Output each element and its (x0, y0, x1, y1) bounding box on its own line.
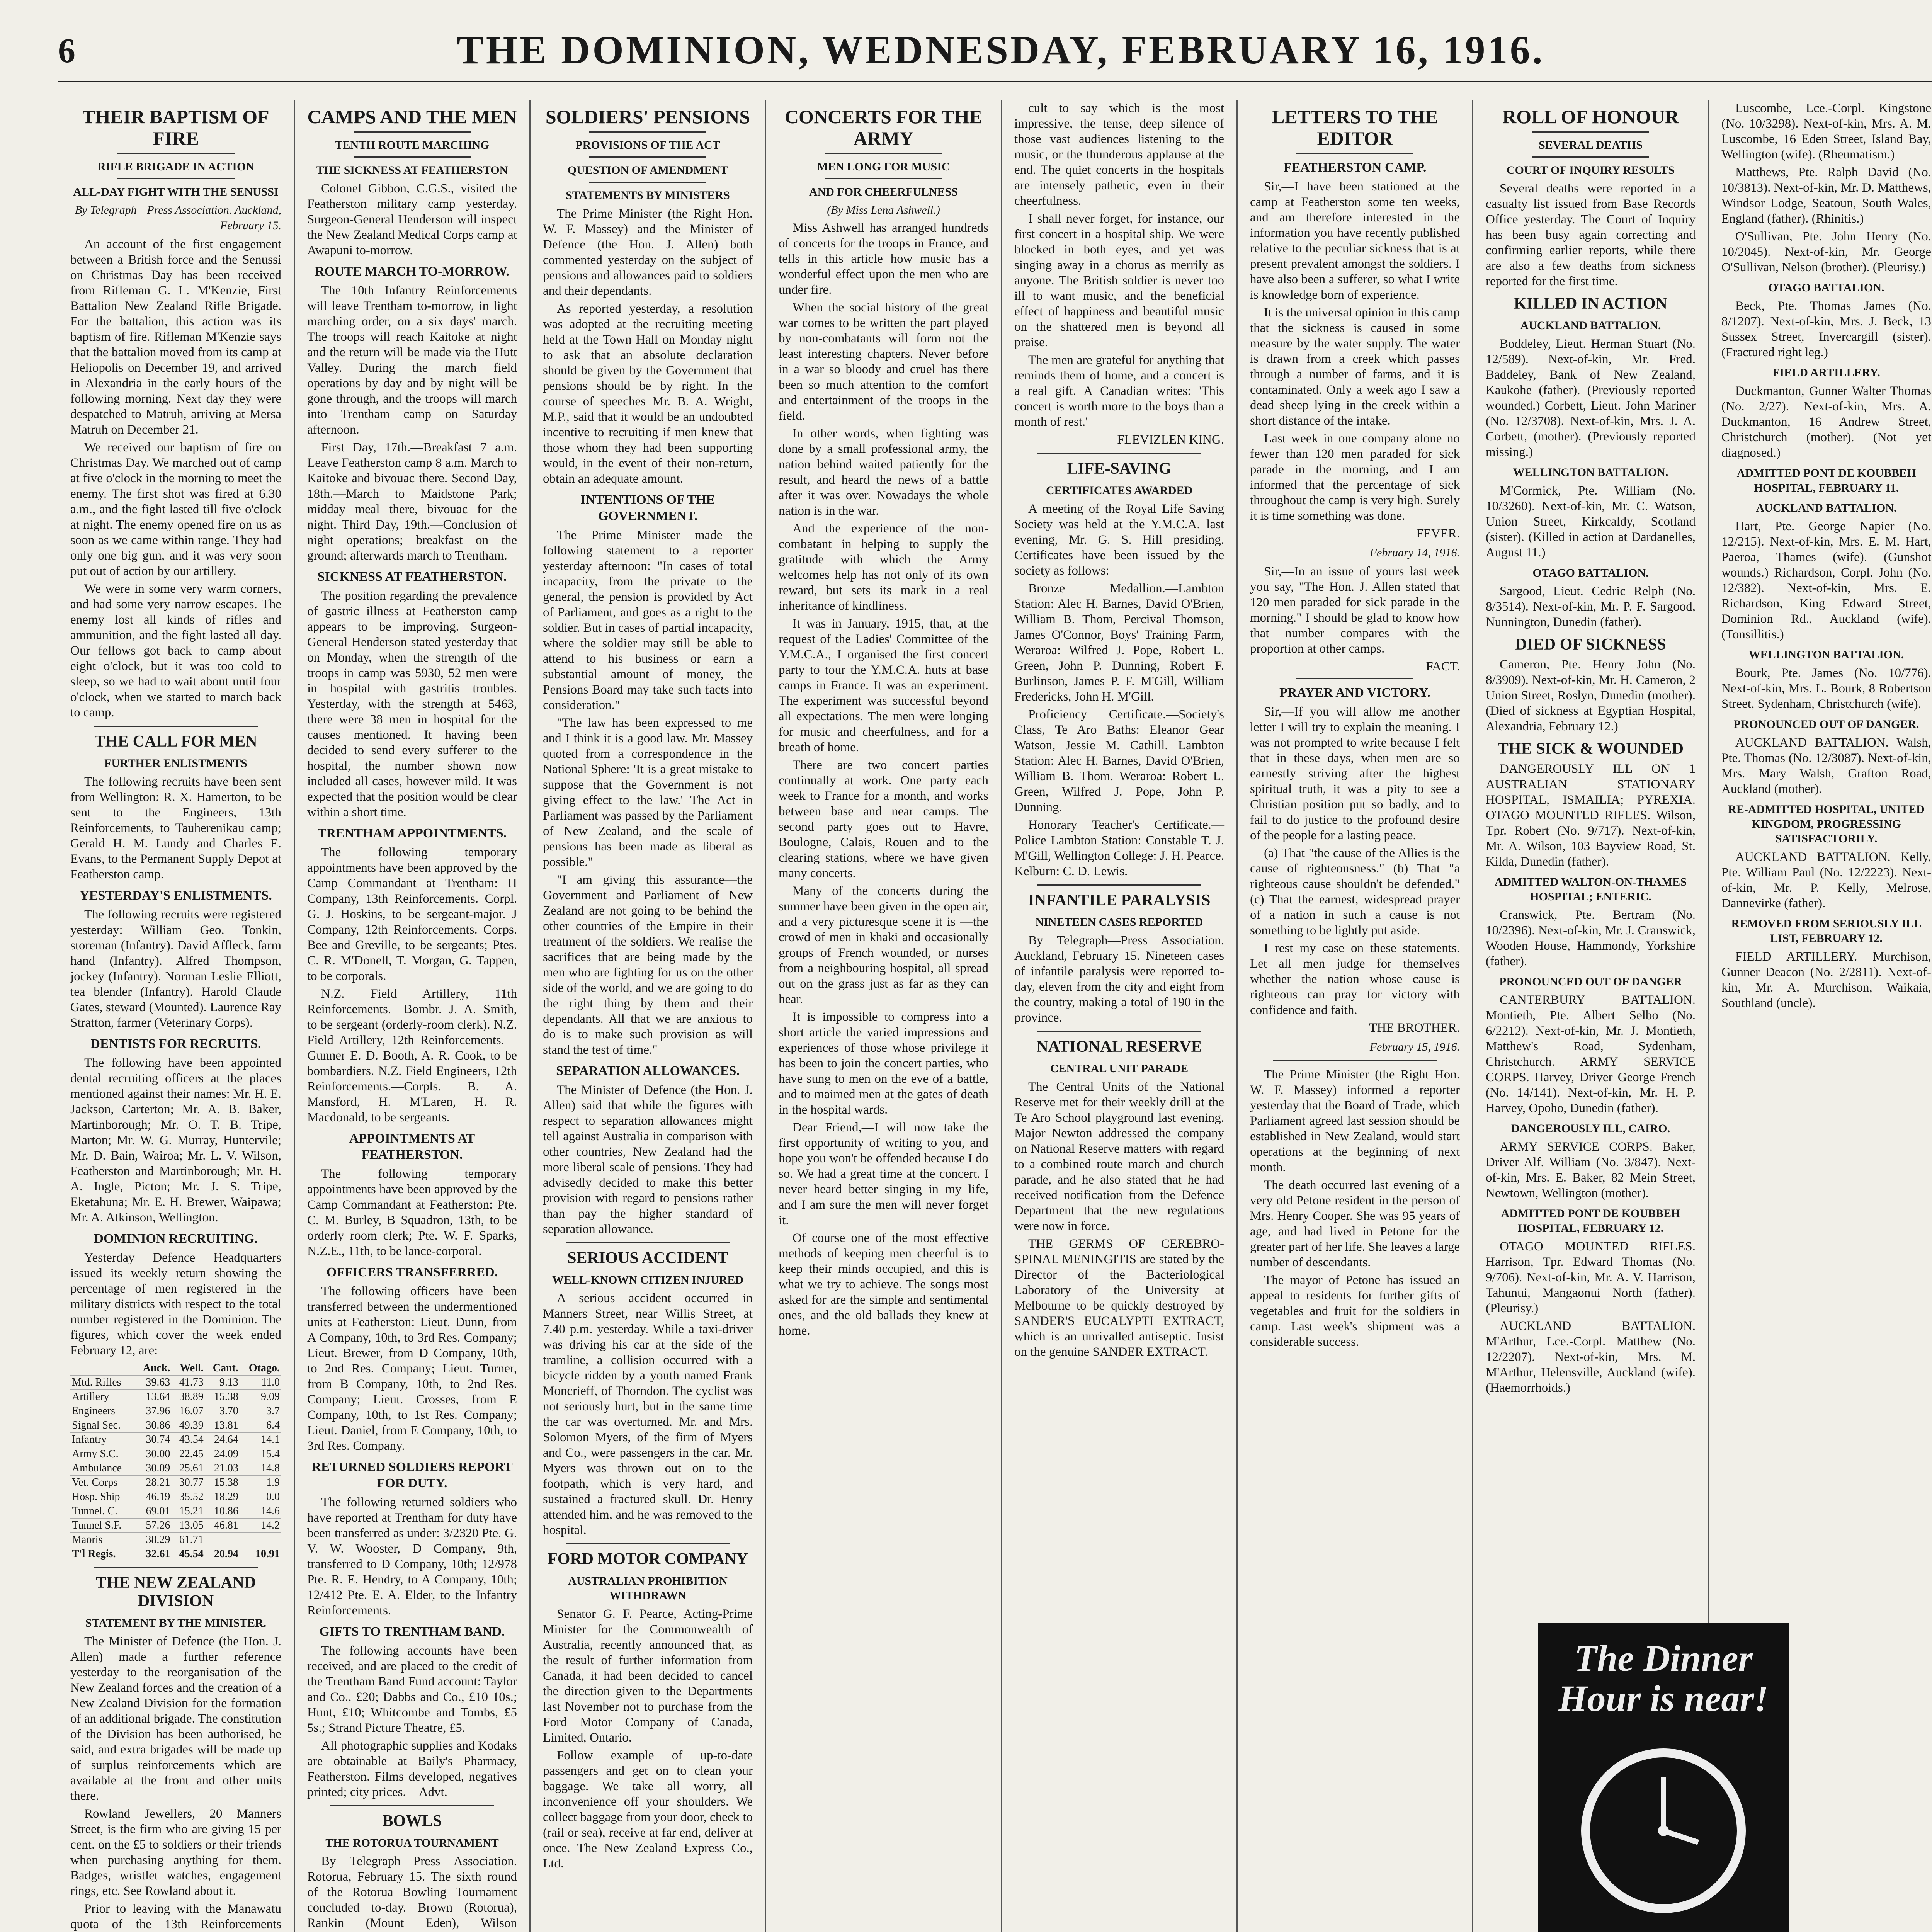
headline-letters-to-editor: LETTERS TO THE EDITOR (1272, 106, 1438, 149)
table-header: Otago. (240, 1361, 281, 1376)
casualty-entry: Sargood, Lieut. Cedric Relph (No. 8/3514). Next-of-kin, Mr. P. F. Sargood, Nunnington, Dunedin (father). (1486, 584, 1696, 629)
table-cell: 3.70 (205, 1404, 240, 1418)
headline-roll-of-honour: ROLL OF HONOUR (1502, 106, 1679, 128)
divider (1532, 156, 1649, 158)
article-paragraph: I shall never forget, for instance, our first concert in a hospital ship. We were blocked in both eyes, and yet was singing away in a chorus as merrily as anyone. The British soldier is never too ill to want music, and the beneficial effect of happiness and beautiful music on the shattered men is beyond all praise. (1014, 212, 1224, 349)
article-paragraph: "I am giving this assurance—the Government and Parliament of New Zealand are not going to be behind the other countries of the Empire in their treatment of the soldiers. We realise the sacrifices that are being made by the men who are fighting for us on the other side of the world, and we are going to do the right thing by them and their dependants. All that we are anxious to do is to make such provision as will stand the test of time." (543, 873, 753, 1057)
divider (354, 131, 471, 133)
headline-infantile-paralysis: INFANTILE PARALYSIS (1028, 891, 1211, 909)
headline-ford-motor: FORD MOTOR COMPANY (548, 1550, 748, 1568)
casualty-entry: AUCKLAND BATTALION. Kelly, Pte. William Paul (No. 12/2223). Next-of-kin, Mr. P. Kelly, Melrose, Dannevirke (father). (1721, 850, 1931, 910)
recruiting-table (70, 1361, 281, 1561)
article-paragraph: An account of the first engagement between a British force and the Senussi on Christmas Day has been received from Rifleman G. L. M'Kenzie, First Battalion New Zealand Rifle Brigade. For the battalion, this action was its baptism of fire. Rifleman M'Kenzie says that the battalion moved from its camp at Heliopolis on December 19, and arrived in Alexandria in the early hours of the following morning. Next day they were despatched to Matruh, arriving at Mersa Matruh on December 21. (70, 237, 281, 437)
table-cell: 0.0 (240, 1490, 281, 1504)
unit-heading: PRONOUNCED OUT OF DANGER (1499, 975, 1682, 988)
article-paragraph: It was in January, 1915, that, at the request of the Ladies' Committee of the Y.M.C.A., I organised the first concert party to tour the Y.M.C.A. huts at base camps in France. It was an experiment. The experiment was successful beyond all expectations. The men were longing for music and cheerfulness, and for a breath of home. (779, 617, 988, 754)
article-paragraph: We were in some very warm corners, and had some very narrow escapes. The enemy lost all kinds of rifles and ammunition, and the fight lasted all day. Our fellows got back to camp about eight o'clock, but it was too cold to sleep, so we had to wait about until four o'clock, when we started to march back to camp. (70, 582, 281, 719)
article-paragraph: The mayor of Petone has issued an appeal to residents for further gifts of vegetables and fruit for the soldiers in camp. Last week's shipment was a considerable success. (1250, 1273, 1460, 1349)
article-paragraph: Proficiency Certificate.—Society's Class, Te Aro Baths: Eleanor Gear Watson, Jessie M. Cathill. Lambton Station: Alec H. Barnes, David O'Brien, William B. Thom. Weraroa: Robert L. Green, Wilfred J. Pope, John P. Dunning. (1014, 707, 1224, 814)
section-heading: TRENTHAM APPOINTMENTS. (317, 826, 507, 840)
table-cell: 11.0 (240, 1376, 281, 1390)
article-paragraph: Sir,—I have been stationed at the camp at Featherston some ten weeks, and am therefore interested in the information you have recently published relative to the peculiar sickness that is at present prevalent amongst the soldiers. I have also been a sufferer, so what I write is knowledge born of experience. (1250, 180, 1460, 302)
table-cell: 49.39 (172, 1418, 205, 1433)
article-paragraph: Prior to leaving with the Manawatu quota of the 13th Reinforcements (70, 1902, 281, 1931)
article-paragraph: The Minister of Defence (the Hon. J. Allen) made a further reference yesterday to the reorganisation of the New Zealand forces and the creation of a New Zealand Division for the formation of an additional brigade. The constitution of the Division has been authorised, he said, and extra brigades will be made up of surplus reinforcements which are available at the front and other units there. (70, 1634, 281, 1803)
table-cell (240, 1533, 281, 1547)
table-cell: 18.29 (205, 1490, 240, 1504)
casualty-entry: Beck, Pte. Thomas James (No. 8/1207). Next-of-kin, Mrs. J. Beck, 13 Sussex Street, Invercargill (sister). (Fractured right leg.) (1721, 299, 1931, 359)
article-paragraph: The following accounts have been received, and are placed to the credit of the Trentham Band Fund account: Taylor and Co., £20; Dabbs and Co., £10 10s.; Hunt, £10; Whitcombe and Tombs, £5 5s.; Strand Picture Theatre, £5. (307, 1644, 517, 1735)
unit-heading: ADMITTED WALTON-ON-THAMES HOSPITAL; ENTERIC. (1494, 876, 1687, 903)
table-cell: 41.73 (172, 1376, 205, 1390)
article-paragraph: Follow example of up-to-date passengers and get on to clean your baggage. We take all worry, all inconvenience off your shoulders. We collect baggage from your door, check to (rail or sea), receive at far end, deliver at once. The New Zealand Express Co., Ltd. (543, 1748, 753, 1871)
page-number: 6 (58, 32, 75, 70)
table-header-row (70, 1361, 281, 1376)
article-paragraph: The following temporary appointments have been approved by the Camp Commandant at Trentham: H Company, 13th Reinforcements. Corpl. G. J. Hoskins, to be sergeant-major. J Company, 12th Reinforcements. Corps. Bee and Greville, to be sergeants; Ptes. C. R. M'Donell, T. Morgan, G. Tappen, to be corporals. (307, 845, 517, 983)
table-cell: 45.54 (172, 1547, 205, 1561)
table-cell: Tunnel S.F. (70, 1519, 135, 1533)
table-header: Auck. (135, 1361, 172, 1376)
subhead: FURTHER ENLISTMENTS (104, 757, 247, 770)
article-paragraph: The following recruits have been sent from Wellington: R. X. Hamerton, to be sent to the Engineers, 13th Reinforcements, to Tauherenikau camp; Gerald H. M. Lundy and Charles E. Evans, to the Permanent Supply Depot at Featherston camp. (70, 775, 281, 881)
table-cell: 9.09 (240, 1390, 281, 1404)
subhead: QUESTION OF AMENDMENT (567, 164, 728, 177)
table-cell: 24.64 (205, 1433, 240, 1447)
article-paragraph: Miss Ashwell has arranged hundreds of concerts for the troops in France, and tells in this article how music has a wonderful effect upon the men who are under fire. (779, 221, 988, 297)
table-cell: 43.54 (172, 1433, 205, 1447)
headline-bowls: BOWLS (382, 1812, 442, 1830)
unit-heading: PRONOUNCED OUT OF DANGER. (1733, 718, 1919, 731)
table-cell: 6.4 (240, 1418, 281, 1433)
table-row (70, 1476, 281, 1490)
article-paragraph: The following returned soldiers who have reported at Trentham for duty have been transferred as under: 3/2320 Pte. G. V. W. Wooster, D Company, 9th, transferred to D Company, 10th; 12/978 Pte. R. E. Hendry, to A Company, 10th; 12/412 Pte. E. A. Elder, to the Infantry Reinforcements. (307, 1495, 517, 1617)
divider (566, 1242, 730, 1243)
column-6 (1236, 100, 1472, 1932)
table-cell: 30.00 (135, 1447, 172, 1461)
section-heading: DENTISTS FOR RECRUITS. (90, 1037, 261, 1051)
article-paragraph: The position regarding the prevalence of gastric illness at Featherston camp appears to be improving. Surgeon-General Henderson stated yesterday that on Monday, when the strength of the troops in camp was 5930, 52 men were in hospital with gastritis troubles. Yesterday, with the strength at 5463, there were 38 men in hospital for the causes mentioned. It having been decided to send every sufferer to the hospital, the number shown now included all cases, however mild. It was expected that the position would be clear within a short time. (307, 589, 517, 819)
casualty-entry: Luscombe, Lce.-Corpl. Kingstone (No. 10/3298). Next-of-kin, Mrs. A. M. Luscombe, 16 Eden Street, Island Bay, Wellington (wife). (Rheumatism.) (1721, 101, 1931, 162)
table-cell: Infantry (70, 1433, 135, 1447)
article-paragraph: And the experience of the non-combatant in helping to supply the gratitude with which the Army welcomes help has not only of its own reward, but sets its mark in a real inheritance of kindliness. (779, 522, 988, 613)
table-cell: 30.77 (172, 1476, 205, 1490)
divider (117, 178, 235, 179)
section-heading: YESTERDAY'S ENLISTMENTS. (80, 888, 272, 903)
table-row (70, 1533, 281, 1547)
table-cell: 61.71 (172, 1533, 205, 1547)
table-row (70, 1504, 281, 1519)
subhead: THE ROTORUA TOURNAMENT (325, 1837, 499, 1849)
divider (1037, 453, 1201, 454)
table-cell: 3.7 (240, 1404, 281, 1418)
table-row (70, 1490, 281, 1504)
section-heading: APPOINTMENTS AT FEATHERSTON. (349, 1131, 475, 1162)
subhead: PROVISIONS OF THE ACT (575, 139, 720, 151)
divider (330, 1805, 494, 1806)
table-cell: 25.61 (172, 1461, 205, 1476)
table-cell: 13.81 (205, 1418, 240, 1433)
subhead: STATEMENT BY THE MINISTER. (85, 1617, 267, 1629)
article-paragraph: Dear Friend,—I will now take the first opportunity of writing to you, and hope you won't be offended because I do so. We had a great time at the concert. I never heard better singing in my life, and I am sure the men will never forget it. (779, 1121, 988, 1227)
table-row (70, 1461, 281, 1476)
divider (589, 131, 706, 133)
subhead: TENTH ROUTE MARCHING (335, 139, 490, 151)
section-heading: OFFICERS TRANSFERRED. (326, 1265, 498, 1279)
table-cell: 16.07 (172, 1404, 205, 1418)
table-cell: 10.86 (205, 1504, 240, 1519)
article-paragraph: Sir,—If you will allow me another letter I will try to explain the meaning. I was not prompted to write because I felt that in these days, when men are so earnestly striving after the highest spiritual truth, it was a pity to see a Christian position put so badly, and to fail to do justice to the profound desire of the people for a lasting peace. (1250, 705, 1460, 842)
article-paragraph: We received our baptism of fire on Christmas Day. We marched out of camp at five o'clock in the morning to meet the enemy. The first shot was fired at 6.30 a.m., and the fight lasted till five o'clock at night. The enemy opened fire on us as soon as we came within range. They had only one big gun, and it was very soon put out of action by our artillery. (70, 440, 281, 578)
unit-heading: AUCKLAND BATTALION. (1756, 502, 1897, 514)
table-row (70, 1447, 281, 1461)
casualty-entry: Bourk, Pte. James (No. 10/776). Next-of-kin, Mrs. L. Bourk, 8 Robertson Street, Sydenham, Christchurch (wife). (1721, 666, 1931, 711)
divider (1296, 153, 1413, 154)
article-paragraph: Several deaths were reported in a casualty list issued from Base Records Office yesterday. The Court of Inquiry has been busy again correcting and confirming earlier reports, while there are also a few deaths from sickness reported for the first time. (1486, 182, 1696, 288)
subhead: AND FOR CHEERFULNESS (809, 185, 958, 198)
table-cell: 1.9 (240, 1476, 281, 1490)
section-heading: THE SICK & WOUNDED (1497, 740, 1684, 758)
table-cell: 14.8 (240, 1461, 281, 1476)
signature: THE BROTHER. (1369, 1021, 1460, 1035)
casualty-entry: AUCKLAND BATTALION. Walsh, Pte. Thomas (No. 12/3087). Next-of-kin, Mrs. Mary Walsh, Grafton Road, Auckland (mother). (1721, 736, 1931, 796)
article-paragraph: It is the universal opinion in this camp that the sickness is caused in some measure by the water supply. The water is drawn from a creek which passes through a number of farms, and it is contaminated. Only a week ago I saw a dead sheep lying in the creek within a short distance of the intake. (1250, 306, 1460, 428)
table-header: Well. (172, 1361, 205, 1376)
column-1 (58, 100, 294, 1932)
article-paragraph: Honorary Teacher's Certificate.—Police Lambton Station: Constable T. J. M'Gill, Wellington College: J. H. Pearce. Kelburn: C. D. Lewis. (1014, 818, 1224, 878)
article-paragraph: Many of the concerts during the summer have been given in the open air, and a very picturesque scene it is —the crowd of men in khaki and occasionally groups of French wounded, or nurses from a neighbouring hospital, all spread out on the grass just as far as they can hear. (779, 884, 988, 1006)
headline-serious-accident: SERIOUS ACCIDENT (567, 1249, 728, 1267)
table-cell: Engineers (70, 1404, 135, 1418)
dinner-hour-advert (1538, 1623, 1789, 1932)
article-paragraph: By Telegraph—Press Association. Rotorua, February 15. The sixth round of the Rotorua Bowling Tournament concluded to-day. Brown (Rotorua), Rankin (Mount Eden), Wilson (307, 1854, 517, 1930)
table-cell: 39.63 (135, 1376, 172, 1390)
section-heading: PRAYER AND VICTORY. (1279, 685, 1430, 700)
section-heading: GIFTS TO TRENTHAM BAND. (319, 1624, 505, 1639)
column-3 (529, 100, 765, 1932)
table-cell: Signal Sec. (70, 1418, 135, 1433)
unit-heading: REMOVED FROM SERIOUSLY ILL LIST, FEBRUARY 12. (1731, 917, 1922, 945)
table-cell: 30.86 (135, 1418, 172, 1433)
divider (589, 182, 706, 183)
headline-camps-and-men: CAMPS AND THE MEN (307, 106, 517, 128)
table-cell: 28.21 (135, 1476, 172, 1490)
headline-life-saving: LIFE-SAVING (1067, 460, 1172, 478)
table-cell: 15.38 (205, 1476, 240, 1490)
table-cell: 37.96 (135, 1404, 172, 1418)
article-paragraph: It is impossible to compress into a short article the varied impressions and experiences of those whose privilege it has been to join the concert parties, who have sung to men on the eve of a battle, and to maimed men at the gates of death in the hospital wards. (779, 1010, 988, 1117)
table-cell: 46.19 (135, 1490, 172, 1504)
divider (825, 178, 942, 179)
table-cell: Mtd. Rifles (70, 1376, 135, 1390)
author-byline: (By Miss Lena Ashwell.) (827, 204, 940, 216)
table-cell: 24.09 (205, 1447, 240, 1461)
byline: By Telegraph—Press Association. Auckland, February 15. (75, 204, 281, 232)
casualty-entry: CANTERBURY BATTALION. Montieth, Pte. Albert Selbo (No. 6/2212). Next-of-kin, Mr. J. Montieth, Matthew's Road, Sydenham, Christchurch. ARMY SERVICE CORPS. Harvey, Driver George French (No. 14/141). Next-of-kin, Mr. H. P. Harvey, Opoho, Dunedin (father). (1486, 993, 1696, 1115)
table-cell: 13.05 (172, 1519, 205, 1533)
article-paragraph: As reported yesterday, a resolution was adopted at the recruiting meeting held at the Town Hall on Monday night to ask that an absolute declaration should be given by the Government that pensions should be by right. In the course of speeches Mr. B. A. Wright, M.P., said that it would be an undoubted incentive to recruiting if men knew that those whom they had been supporting would, in the event of their non-return, obtain an adequate amount. (543, 302, 753, 486)
casualty-entry: M'Cormick, Pte. William (No. 10/3260). Next-of-kin, Mr. C. Watson, Union Street, Kirkcaldy, Scotland (sister). (Killed in action at Dardanelles, August 11.) (1486, 484, 1696, 560)
table-cell: Ambulance (70, 1461, 135, 1476)
table-cell: Tunnel. C. (70, 1504, 135, 1519)
subhead: SEVERAL DEATHS (1539, 139, 1643, 151)
article-paragraph: Of course one of the most effective methods of keeping men cheerful is to keep their minds occupied, and this is what we try to achieve. The songs most asked for are the simple and sentimental ones, and the old ballads they knew at home. (779, 1231, 988, 1338)
article-paragraph: cult to say which is the most impressive, the tense, deep silence of those vast audiences listening to the music, or the thunderous applause at the end. The quiet concerts in the hospitals are intensely pathetic, even in their cheerfulness. (1014, 101, 1224, 208)
section-heading: DOMINION RECRUITING. (94, 1231, 258, 1246)
casualty-entry: ARMY SERVICE CORPS. Baker, Driver Alf. William (No. 3/847). Next-of-kin, Mrs. E. Baker, 82 Mein Street, Newtown, Wellington (mother). (1486, 1140, 1696, 1200)
unit-heading: WELLINGTON BATTALION. (1513, 466, 1668, 479)
article-paragraph: Sir,—In an issue of yours last week you say, "The Hon. J. Allen stated that 120 men paraded for sick parade in the morning." I should be glad to know how that number compares with the proportion at other camps. (1250, 565, 1460, 656)
table-cell: Maoris (70, 1533, 135, 1547)
article-paragraph: The death occurred last evening of a very old Petone resident in the person of Mrs. Henry Cooper. She was 95 years of age, and had lived in Petone for the greater part of her life. She leaves a large number of descendants. (1250, 1178, 1460, 1269)
article-paragraph: N.Z. Field Artillery, 11th Reinforcements.—Bombr. J. A. Smith, to be sergeant (orderly-room clerk). N.Z. Field Artillery, 12th Reinforcements.—Gunner E. D. Booth, A. R. Cook, to be bombardiers. N.Z. Field Engineers, 12th Reinforcements.—Corpls. B. A. Mansford, H. M'Laren, H. R. Macdonald, to be sergeants. (307, 987, 517, 1124)
article-paragraph: In other words, when fighting was done by a small professional army, the nation behind waited patiently for the result, and heard the news of a battle after it was over. Nowadays the whole nation is in the war. (779, 427, 988, 518)
table-cell: 30.09 (135, 1461, 172, 1476)
article-paragraph: (a) That "the cause of the Allies is the cause of righteousness." (b) That "a righteous cause shouldn't be defended." (c) That the earnest, widespread prayer of a nation in such a cause is not something to be lightly put aside. (1250, 846, 1460, 937)
section-heading: INTENTIONS OF THE GOVERNMENT. (580, 493, 715, 523)
article-paragraph: First Day, 17th.—Breakfast 7 a.m. Leave Featherston camp 8 a.m. March to Kaitoke and bivouac there. Second Day, 18th.—March to Maidstone Park; midday meal there, bivouac for the night. Third Day, 19th.—Conclusion of night operations; breakfast on the ground; afterwards march to Trentham. (307, 440, 517, 563)
divider (1532, 131, 1649, 133)
subhead: COURT OF INQUIRY RESULTS (1507, 164, 1675, 177)
table-cell: 13.64 (135, 1390, 172, 1404)
letter-date: February 14, 1916. (1369, 546, 1460, 559)
article-paragraph: The 10th Infantry Reinforcements will leave Trentham to-morrow, in light marching order, on a six days' march. The troops will reach Kaitoke at night and the return will be made via the Hutt Valley. During the march field operations by day and by night will be gone through, and the troops will march into Trentham camp on Saturday afternoon. (307, 284, 517, 437)
table-cell: Vet. Corps (70, 1476, 135, 1490)
unit-heading: OTAGO BATTALION. (1768, 281, 1884, 294)
table-row (70, 1390, 281, 1404)
table-cell (205, 1533, 240, 1547)
unit-heading: OTAGO BATTALION. (1532, 566, 1649, 579)
table-cell: 22.45 (172, 1447, 205, 1461)
newspaper-title: THE DOMINION, WEDNESDAY, FEBRUARY 16, 1916. (457, 28, 1545, 72)
divider (94, 726, 258, 727)
divider (1037, 884, 1201, 886)
table-cell: 10.91 (240, 1547, 281, 1561)
table-cell: 32.61 (135, 1547, 172, 1561)
casualty-entry: OTAGO MOUNTED RIFLES. Harrison, Tpr. Edward Thomas (No. 9/706). Next-of-kin, Mr. A. V. Harrison, Tahunui, Mangaonui North (father). (Pleurisy.) (1486, 1240, 1696, 1315)
unit-heading: RE-ADMITTED HOSPITAL, UNITED KINGDOM, PROGRESSING SATISFACTORILY. (1728, 803, 1925, 845)
subhead: CERTIFICATES AWARDED (1046, 484, 1193, 497)
table-row (70, 1404, 281, 1418)
table-cell: 35.52 (172, 1490, 205, 1504)
headline-concerts-for-army: CONCERTS FOR THE ARMY (784, 106, 983, 149)
table-cell: Artillery (70, 1390, 135, 1404)
table-row (70, 1433, 281, 1447)
headline-soldiers-pensions: SOLDIERS' PENSIONS (545, 106, 750, 128)
casualty-entry: Cranswick, Pte. Bertram (No. 10/2396). Next-of-kin, Mr. J. Cranswick, Wooden House, Hammondy, Yorkshire (father). (1486, 908, 1696, 968)
article-paragraph: The Minister of Defence (the Hon. J. Allen) said that while the figures with respect to separation allowances might tell against Australia in comparison with other countries, New Zealand had the more liberal scale of pensions. They had advisedly decided to make this better provision with regard to pensions rather than pay the higher standard of separation allowance. (543, 1083, 753, 1236)
divider (1273, 1060, 1437, 1061)
subhead: NINETEEN CASES REPORTED (1035, 916, 1203, 929)
article-paragraph: When the social history of the great war comes to be written the part played by non-combatants will form not the least interesting chapters. Never before in a war so bloody and cruel has there been so much attention to the comfort and entertainment of the troops in the field. (779, 301, 988, 423)
clock-icon (1575, 1742, 1752, 1920)
article-paragraph: The Prime Minister made the following statement to a reporter yesterday afternoon: "In cases of total incapacity, from the private to the general, the pension is provided by Act of Parliament, and goes as a right to the soldier. But in cases of partial incapacity, where the soldier may still be able to attend to his business or earn a substantial amount of money, the Pensions Board may take such facts into consideration." (543, 528, 753, 712)
article-paragraph: Bronze Medallion.—Lambton Station: Alec H. Barnes, David O'Brien, William B. Thom, Percival Thomson, James O'Connor, Boys' Training Farm, Weraroa: Wilfred J. Pope, Robert L. Green, John P. Dunning, Robert F. Burlinson, James P. F. M'Gill, William Fredericks, John H. M'Gill. (1014, 582, 1224, 704)
subhead: RIFLE BRIGADE IN ACTION (97, 160, 254, 173)
table-cell: 15.4 (240, 1447, 281, 1461)
article-paragraph: Senator G. F. Pearce, Acting-Prime Minister for the Commonwealth of Australia, recently announced that, as the result of further information from Canada, it had been decided to cancel the direction given to the Departments last November not to purchase from the Ford Motor Company of Canada, Limited, Ontario. (543, 1607, 753, 1745)
divider (117, 153, 235, 154)
article-paragraph: The men are grateful for anything that reminds them of home, and a concert is a real gift. A Canadian writes: 'This concert is worth more to the boys than a month of rest.' (1014, 353, 1224, 429)
subhead: ALL-DAY FIGHT WITH THE SENUSSI (73, 185, 279, 198)
article-paragraph: The following have been appointed dental recruiting officers at the places mentioned against their names: Mr. H. E. Jackson, Carterton; Mr. A. B. Baker, Martinborough; Mr. O. T. B. Tripe, Marton; Mr. W. G. Murray, Huntervile; Mr. D. Bain, Wairoa; Mr. L. V. Wilson, Featherston and Martinborough; Mr. H. A. Ingle, Picton; Mr. J. S. Tripe, Eketahuna; Mr. E. H. Brewer, Waipawa; Mr. A. Atkinson, Wellington. (70, 1056, 281, 1225)
article-paragraph: The following officers have been transferred between the undermentioned units at Featherston: Lieut. Dunn, from A Company, 10th, to 3rd Res. Company; Lieut. Brewer, from D Company, 10th, to 2nd Res. Company; Lieut. Turner, from B Company, 10th, to 2nd Res. Company; Lieut. Crosses, from E Company, 10th, to 1st Res. Company; Lieut. Daniel, from E Company, 10th, to 3rd Res. Company. (307, 1284, 517, 1453)
column-5 (1001, 100, 1236, 1932)
article-paragraph: The Prime Minister (the Right Hon. W. F. Massey) and the Minister of Defence (the Hon. J. Allen) both commented yesterday on the subject of pensions and allowances paid to soldiers and their dependants. (543, 207, 753, 298)
section-heading: FEATHERSTON CAMP. (1283, 160, 1427, 175)
subhead: MEN LONG FOR MUSIC (817, 160, 950, 173)
article-paragraph: Yesterday Defence Headquarters issued its weekly return showing the percentage of men registered in the military districts with respect to the total number registered in the Dominion. The figures, which cover the week ended February 12, are: (70, 1251, 281, 1357)
casualty-entry: DANGEROUSLY ILL ON 1 AUSTRALIAN STATIONARY HOSPITAL, ISMAILIA; PYREXIA. OTAGO MOUNTED RIFLES. Wilson, Tpr. Robert (No. 9/717). Next-of-kin, Mr. A. Wilson, 103 Bayview Road, St. Kilda, Dunedin (father). (1486, 762, 1696, 869)
advert-headline: The Dinner Hour is near! (1558, 1638, 1769, 1719)
article-paragraph: The following recruits were registered yesterday: William Geo. Tonkin, storeman (Infantry). David Affleck, farm hand (Infantry). Alfred Thompson, jockey (Infantry). Norman Leslie Elliott, tea blender (Infantry). Harold Claude Gates, steward (Mounted). Laurence Ray Stratton, farmer (Veterinary Corps). (70, 908, 281, 1030)
divider (1037, 1031, 1201, 1032)
article-paragraph: The Prime Minister (the Right Hon. W. F. Massey) informed a reporter yesterday that the Board of Trade, which Parliament agreed last session should be established in New Zealand, would start operations at the beginning of next month. (1250, 1068, 1460, 1174)
signature: FACT. (1426, 660, 1460, 673)
table-body (70, 1376, 281, 1561)
masthead (58, 23, 1932, 83)
section-heading: RETURNED SOLDIERS REPORT FOR DUTY. (311, 1460, 513, 1490)
table-header: Cant. (205, 1361, 240, 1376)
signature: FEVER. (1416, 527, 1460, 541)
unit-heading: DANGEROUSLY ILL, CAIRO. (1511, 1122, 1670, 1135)
table-total-row (70, 1547, 281, 1561)
article-paragraph: THE GERMS OF CEREBRO-SPINAL MENINGITIS are stated by the Director of the Bacteriological Laboratory of the University at Melbourne to be quickly destroyed by SANDER'S EUCALYPTI EXTRACT, which is an unrivalled antiseptic. Insist on the genuine SANDER EXTRACT. (1014, 1237, 1224, 1359)
table-cell: 14.6 (240, 1504, 281, 1519)
divider (94, 1567, 258, 1568)
section-heading: KILLED IN ACTION (1514, 295, 1667, 313)
section-heading: SICKNESS AT FEATHERSTON. (317, 570, 507, 584)
article-paragraph: By Telegraph—Press Association. Auckland, February 15. Nineteen cases of infantile paralysis were reported to-day, eleven from the city and eight from the country, making a total of 190 in the province. (1014, 934, 1224, 1025)
table-cell: 57.26 (135, 1519, 172, 1533)
table-cell: 69.01 (135, 1504, 172, 1519)
subhead: WELL-KNOWN CITIZEN INJURED (552, 1274, 744, 1286)
casualty-entry: O'Sullivan, Pte. John Henry (No. 10/2045). Next-of-kin, Mr. George O'Sullivan, Nelson (brother). (Pleurisy.) (1721, 230, 1931, 274)
casualty-entry: Duckmanton, Gunner Walter Thomas (No. 2/27). Next-of-kin, Mrs. A. Duckmanton, 16 Andrew Street, Christchurch (mother). (Not yet diagnosed.) (1721, 384, 1931, 460)
signature: FLEVIZLEN KING. (1117, 433, 1224, 447)
unit-heading: WELLINGTON BATTALION. (1748, 648, 1904, 661)
table-header (70, 1361, 135, 1376)
article-paragraph: A meeting of the Royal Life Saving Society was held at the Y.M.C.A. last evening, Mr. G. S. Hill presiding. Certificates have been issued by the society as follows: (1014, 502, 1224, 578)
table-cell: 21.03 (205, 1461, 240, 1476)
article-paragraph: All photographic supplies and Kodaks are obtainable at Baily's Pharmacy, Featherston. Films developed, negatives printed; city prices.—Advt. (307, 1739, 517, 1799)
letter-date: February 15, 1916. (1369, 1041, 1460, 1053)
table-cell: 9.13 (205, 1376, 240, 1390)
section-heading: DIED OF SICKNESS (1515, 636, 1666, 653)
article-paragraph: Rowland Jewellers, 20 Manners Street, is the firm who are giving 15 per cent. on the £5 to soldiers or their friends when purchasing anything for them. Badges, wristlet watches, engagement rings, etc. See Rowland about it. (70, 1807, 281, 1898)
headline-nz-division: THE NEW ZEALAND DIVISION (95, 1574, 256, 1610)
column-2 (294, 100, 529, 1932)
table-cell: Hosp. Ship (70, 1490, 135, 1504)
headline-baptism-of-fire: THEIR BAPTISM OF FIRE (82, 106, 269, 149)
section-heading: ROUTE MARCH TO-MORROW. (315, 264, 509, 279)
headline-call-for-men: THE CALL FOR MEN (94, 733, 257, 750)
table-row (70, 1376, 281, 1390)
table-cell: 30.74 (135, 1433, 172, 1447)
article-paragraph: Colonel Gibbon, C.G.S., visited the Featherston military camp yesterday. Surgeon-General Henderson will inspect the New Zealand Medical Corps camp at Awapuni to-morrow. (307, 182, 517, 257)
table-cell: 38.89 (172, 1390, 205, 1404)
table-cell: T'l Regis. (70, 1547, 135, 1561)
divider (1296, 678, 1413, 679)
table-cell: 14.1 (240, 1433, 281, 1447)
casualty-entry: Matthews, Pte. Ralph David (No. 10/3813). Next-of-kin, Mr. D. Matthews, Windsor Lodge, Seatoun, South Wales, England (father). (Rhinitis.) (1721, 165, 1931, 226)
subhead: CENTRAL UNIT PARADE (1050, 1062, 1189, 1075)
table-cell: 46.81 (205, 1519, 240, 1533)
table-cell: 38.29 (135, 1533, 172, 1547)
table-cell: 15.21 (172, 1504, 205, 1519)
article-paragraph: The following temporary appointments have been approved by the Camp Commandant at Featherston: Pte. C. M. Burley, B Squadron, 13th, to be orderly room clerk; Pte. W. F. Sparks, N.Z.E., 11th, to be lance-corporal. (307, 1167, 517, 1258)
column-4 (765, 100, 1001, 1932)
unit-heading: FIELD ARTILLERY. (1772, 366, 1880, 379)
casualty-entry: Boddeley, Lieut. Herman Stuart (No. 12/589). Next-of-kin, Mr. Fred. Baddeley, Bank of New Zealand, Kaukohe (father). (Previously reported wounded.) Corbett, Lieut. John Mariner (No. 12/3708). Next-of-kin, Mrs. J. A. Corbett, (mother). (Previously reported missing.) (1486, 337, 1696, 459)
casualty-entry: FIELD ARTILLERY. Murchison, Gunner Deacon (No. 2/2811). Next-of-kin, Mr. A. Murchison, Waikaia, Southland (uncle). (1721, 950, 1931, 1010)
article-paragraph: A serious accident occurred in Manners Street, near Willis Street, at 7.40 p.m. yesterday. While a taxi-driver was driving his car at the side of the tramline, a collision occurred with a bicycle ridden by a youth named Frank Moncrieff, of Thorndon. The cyclist was not seriously hurt, but in the same time the car was overturned. Mr. and Mrs. Solomon Myers, of the firm of Myers and Co., were passengers in the car. Mr. Myers was thrown out on to the footpath, which is very hard, and sustained a fractured skull. Dr. Henry attended him, and he was removed to the hospital. (543, 1291, 753, 1537)
divider (589, 156, 706, 158)
divider (566, 1543, 730, 1544)
headline-national-reserve: NATIONAL RESERVE (1036, 1038, 1202, 1056)
unit-heading: ADMITTED PONT DE KOUBBEH HOSPITAL, FEBRUARY 11. (1736, 467, 1916, 494)
article-paragraph: Last week in one company alone no fewer than 120 men paraded for sick parade in the morning, and I am informed that the percentage of sick throughout the camp is very high. Surely it is time something was done. (1250, 432, 1460, 523)
article-paragraph: The Central Units of the National Reserve met for their weekly drill at the Te Aro School playground last evening. Major Newton addressed the company on National Reserve matters with regard to a combined route march and church parade, and he also stated that he had received notification from the Defence Department that the new regulations were now in force. (1014, 1080, 1224, 1233)
table-row (70, 1418, 281, 1433)
unit-heading: ADMITTED PONT DE KOUBBEH HOSPITAL, FEBRUARY 12. (1501, 1207, 1680, 1235)
divider (825, 153, 942, 154)
article-paragraph: "The law has been expressed to me and I think it is a good law. Mr. Massey quoted from a correspondence in the National Sphere: 'It is a great mistake to suppose that the Government is not giving effect to the law.' The Act in Parliament was passed by the Parliament of New Zealand, and the scale of pensions has been made as liberal as possible." (543, 716, 753, 869)
divider (354, 156, 471, 158)
subhead: STATEMENTS BY MINISTERS (566, 189, 730, 202)
article-paragraph: There are two concert parties continually at work. One party each week to France for a month, and works between base and near camps. The second party goes out to Havre, Boulogne, Calais, Rouen and to the clearing stations, where we have given many concerts. (779, 758, 988, 880)
article-paragraph: I rest my case on these statements. Let all men judge for themselves whether the nation whose cause is righteous can pray for victory with confidence and faith. (1250, 941, 1460, 1017)
subhead: THE SICKNESS AT FEATHERSTON (316, 164, 508, 177)
casualty-entry: Hart, Pte. George Napier (No. 12/215). Next-of-kin, Mrs. E. M. Hart, Paeroa, Thames (wife). (Gunshot wounds.) Richardson, Corpl. John (No. 12/382). Next-of-kin, Mrs. E. Richardson, King Edward Street, Dominion Rd., Auckland (wife). (Tonsillitis.) (1721, 519, 1931, 641)
table-cell: Army S.C. (70, 1447, 135, 1461)
table-row (70, 1519, 281, 1533)
unit-heading: AUCKLAND BATTALION. (1520, 319, 1661, 332)
table-cell: 20.94 (205, 1547, 240, 1561)
section-heading: SEPARATION ALLOWANCES. (556, 1064, 740, 1078)
table-cell: 15.38 (205, 1390, 240, 1404)
table-cell: 14.2 (240, 1519, 281, 1533)
casualty-entry: AUCKLAND BATTALION. M'Arthur, Lce.-Corpl. Matthew (No. 12/2207). Next-of-kin, Mrs. M. M'Arthur, Helensville, Auckland (wife). (Haemorrhoids.) (1486, 1319, 1696, 1395)
subhead: AUSTRALIAN PROHIBITION WITHDRAWN (568, 1575, 728, 1602)
casualty-entry: Cameron, Pte. Henry John (No. 8/3909). Next-of-kin, Mr. H. Cameron, 2 Union Street, Roslyn, Dunedin (mother). (Died of sickness at Egyptian Hospital, Alexandria, February 12.) (1486, 658, 1696, 733)
